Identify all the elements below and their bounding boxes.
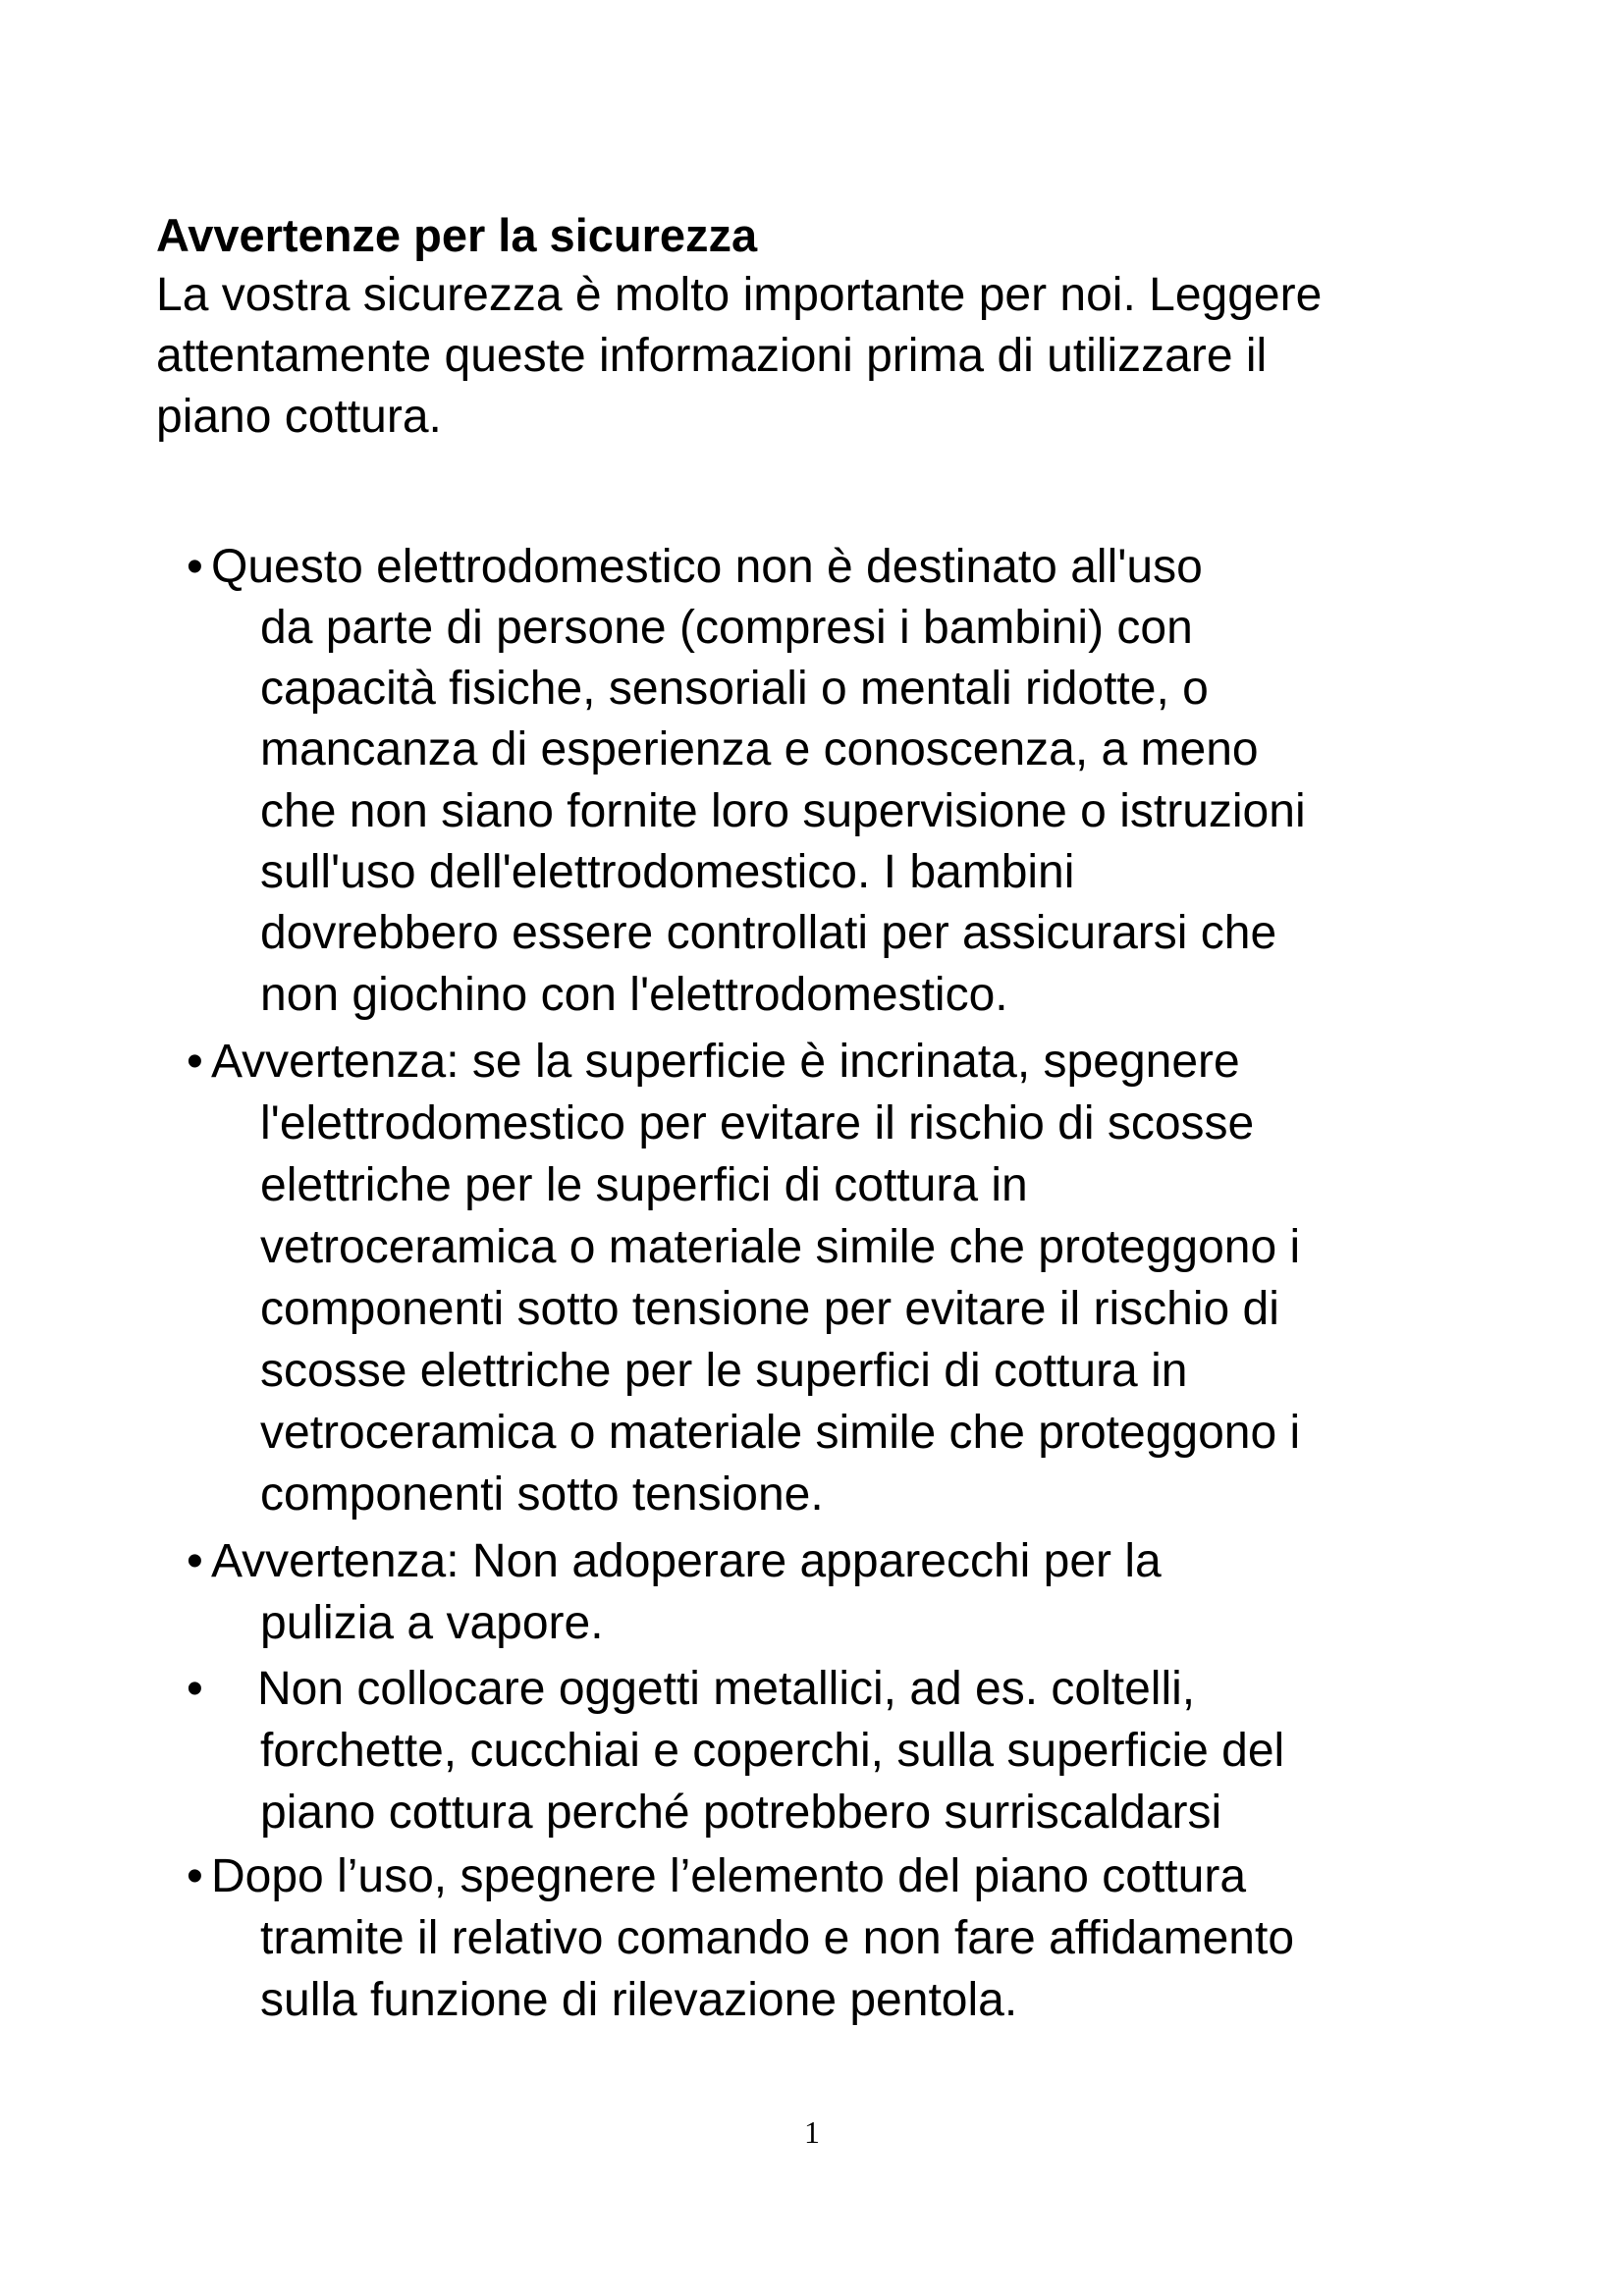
bullet-line: elettriche per le superfici di cottura in	[260, 1159, 1028, 1211]
bullet-line: sull'uso dell'elettrodomestico. I bambini	[260, 846, 1075, 898]
bullet-line: componenti sotto tensione.	[260, 1468, 824, 1521]
bullet-dot: •	[187, 1535, 203, 1587]
section-title: Avvertenze per la sicurezza	[156, 209, 758, 261]
bullet-line: vetroceramica o materiale simile che proteggono i	[260, 1407, 1301, 1459]
intro-line: attentamente queste informazioni prima di utilizzare il	[156, 330, 1268, 382]
bullet-line: forchette, cucchiai e coperchi, sulla superficie del	[260, 1725, 1285, 1777]
bullet-line: non giochino con l'elettrodomestico.	[260, 969, 1008, 1021]
bullet-line: pulizia a vapore.	[260, 1597, 604, 1649]
bullet-line: Questo elettrodomestico non è destinato all'uso	[211, 541, 1203, 593]
bullet-line: tramite il relativo comando e non fare affidamento	[260, 1912, 1295, 1964]
intro-paragraph	[156, 265, 1531, 448]
bullet-line: mancanza di esperienza e conoscenza, a meno	[260, 723, 1259, 775]
bullet-dot: •	[187, 541, 203, 593]
bullet-dot: •	[187, 1036, 203, 1088]
bullet-line: piano cottura perché potrebbero surriscaldarsi	[260, 1787, 1222, 1839]
bullet-line: scosse elettriche per le superfici di cottura in	[260, 1345, 1188, 1397]
bullet-line: Avvertenza: se la superficie è incrinata, spegnere	[211, 1036, 1240, 1088]
bullet-line: vetroceramica o materiale simile che proteggono i	[260, 1221, 1301, 1273]
bullet-line: Dopo l’uso, spegnere l’elemento del piano cottura	[211, 1850, 1247, 1902]
bullet-line: Non collocare oggetti metallici, ad es. coltelli,	[257, 1663, 1196, 1715]
bullet-line: dovrebbero essere controllati per assicurarsi che	[260, 907, 1277, 959]
page-number: 1	[804, 2114, 820, 2150]
bullet-line: sulla funzione di rilevazione pentola.	[260, 1974, 1018, 2026]
bullet-line: l'elettrodomestico per evitare il rischio di scosse	[260, 1097, 1255, 1149]
intro-line: La vostra sicurezza è molto importante per noi. Leggere	[156, 269, 1323, 321]
bullet-dot: •	[187, 1663, 203, 1715]
bullet-line: da parte di persone (compresi i bambini) con	[260, 602, 1193, 654]
bullet-line: componenti sotto tensione per evitare il rischio di	[260, 1283, 1279, 1335]
bullet-line: Avvertenza: Non adoperare apparecchi per la	[211, 1535, 1162, 1587]
bullet-dot: •	[187, 1850, 203, 1902]
intro-line: piano cottura.	[156, 391, 442, 443]
bullet-line: che non siano fornite loro supervisione o istruzioni	[260, 785, 1306, 837]
bullet-line: capacità fisiche, sensoriali o mentali ridotte, o	[260, 663, 1209, 715]
